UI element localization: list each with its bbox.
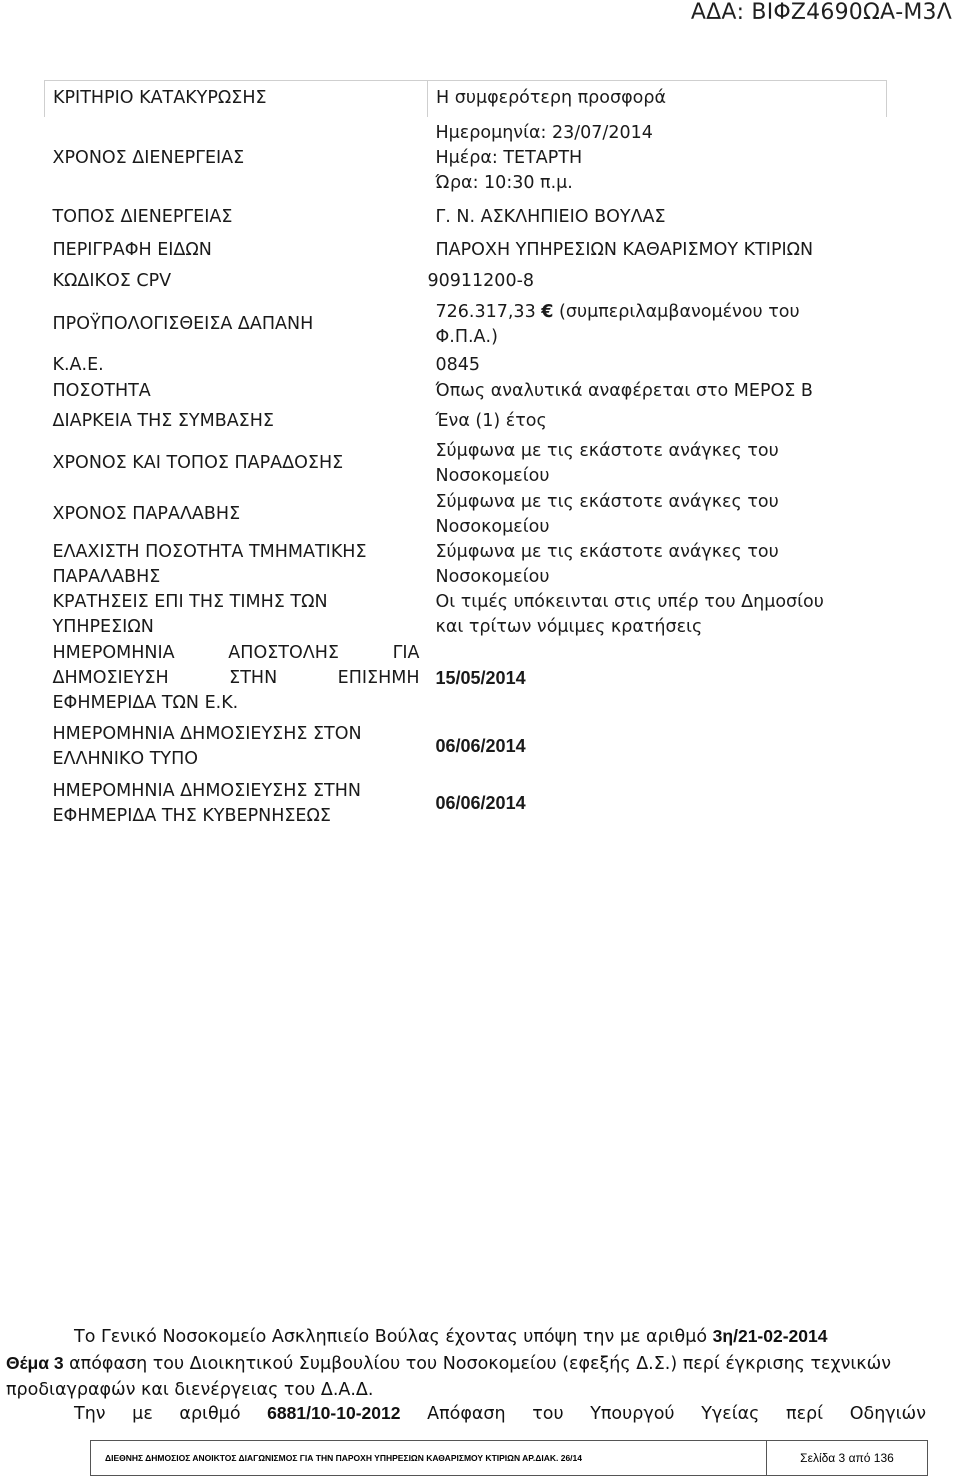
- row-kae: [45, 353, 887, 378]
- cpv-label: ΚΩΔΙΚΟΣ CPV: [52, 271, 172, 291]
- p1-decision-number: 3η/21-02-2014: [712, 1326, 828, 1346]
- send-date-label-line2: ΔΗΜΟΣΙΕΥΣΗ ΣΤΗΝ ΕΠΙΣΗΜΗ: [52, 668, 420, 688]
- body-paragraph-1: [6, 1323, 926, 1403]
- min-qty-label: [45, 540, 428, 590]
- time-date: Ημερομηνία: 23/07/2014: [435, 123, 653, 143]
- row-send-date: [45, 640, 887, 718]
- time-value: [428, 117, 887, 201]
- duration-value: Ένα (1) έτος: [435, 411, 547, 431]
- row-press-date: [45, 718, 887, 776]
- row-gov-date: [45, 776, 887, 832]
- withholdings-label-line1: ΚΡΑΤΗΣΕΙΣ ΕΠΙ ΤΗΣ ΤΙΜΗΣ ΤΩΝ: [52, 591, 328, 612]
- delivery-value-line2: Νοσοκομείου: [435, 465, 550, 486]
- gov-date-label-line2: ΕΦΗΜΕΡΙΔΑ ΤΗΣ ΚΥΒΕΡΝΗΣΕΩΣ: [52, 805, 331, 826]
- gov-date-label-line1: ΗΜΕΡΟΜΗΝΙΑ ΔΗΜΟΣΙΕΥΣΗΣ ΣΤΗΝ: [52, 780, 361, 801]
- row-withholdings: [45, 590, 887, 640]
- quantity-value: Όπως αναλυτικά αναφέρεται στο ΜΕΡΟΣ Β: [435, 381, 813, 401]
- delivery-label: ΧΡΟΝΟΣ ΚΑΙ ΤΟΠΟΣ ΠΑΡΑΔΟΣΗΣ: [52, 453, 344, 473]
- p2-text-c: Απόφαση του Υπουργού Υγείας περί Οδηγιών: [400, 1404, 926, 1424]
- min-qty-value-line1: Σύμφωνα με τις εκάστοτε ανάγκες του: [435, 541, 779, 562]
- footer-page-number: Σελίδα 3 από 136: [766, 1441, 927, 1475]
- withholdings-label-line2: ΥΠΗΡΕΣΙΩΝ: [52, 616, 154, 637]
- withholdings-value-line1: Οι τιμές υπόκεινται στις υπέρ του Δημοσίου: [435, 591, 824, 612]
- time-hour: Ώρα: 10:30 π.μ.: [435, 173, 573, 193]
- min-qty-label-line2: ΠΑΡΑΛΑΒΗΣ: [52, 566, 161, 587]
- send-date-label-line1: ΗΜΕΡΟΜΗΝΙΑ ΑΠΟΣΤΟΛΗΣ ΓΙΑ: [52, 643, 420, 663]
- row-min-qty: [45, 540, 887, 590]
- time-day: Ημέρα: ΤΕΤΑΡΤΗ: [435, 148, 583, 168]
- row-delivery: [45, 438, 887, 490]
- send-date-value: 15/05/2014: [435, 668, 526, 688]
- delivery-value: [428, 438, 887, 490]
- euro-icon: €: [541, 301, 554, 322]
- p1-text-d: απόφαση του Διοικητικού Συμβουλίου του Νοσοκομείου (εφεξής Δ.Σ.) περί έγκρισης τεχνικών προδιαγραφών και διενέργειας του Δ.Α.Δ.: [6, 1354, 892, 1400]
- withholdings-value-line2: και τρίτων νόμιμες κρατήσεις: [435, 616, 703, 637]
- receipt-value: [428, 490, 887, 540]
- cpv-value: 90911200-8: [427, 271, 535, 291]
- budget-label: ΠΡΟΫΠΟΛΟΓΙΣΘΕΙΣΑ ΔΑΠΑΝΗ: [52, 314, 314, 334]
- receipt-value-line2: Νοσοκομείου: [435, 516, 550, 537]
- gov-date-label: [45, 776, 428, 832]
- min-qty-label-line1: ΕΛΑΧΙΣΤΗ ΠΟΣΟΤΗΤΑ ΤΜΗΜΑΤΙΚΗΣ: [52, 541, 367, 562]
- press-date-label: [45, 718, 428, 776]
- budget-value: [428, 297, 887, 353]
- place-value: Γ. Ν. ΑΣΚΛΗΠΙΕΙΟ ΒΟΥΛΑΣ: [435, 207, 666, 227]
- p1-text-a: Το Γενικό Νοσοκομείο Ασκληπιείο Βούλας έχοντας υπόψη την με αριθμό: [74, 1327, 713, 1347]
- criterion-value: Η συμφερότερη προσφορά: [428, 81, 887, 117]
- duration-label: ΔΙΑΡΚΕΙΑ ΤΗΣ ΣΥΜΒΑΣΗΣ: [52, 411, 274, 431]
- press-date-label-line1: ΗΜΕΡΟΜΗΝΙΑ ΔΗΜΟΣΙΕΥΣΗΣ ΣΤΟΝ: [52, 723, 362, 744]
- budget-line2: Φ.Π.Α.): [435, 326, 498, 347]
- row-description: [45, 235, 887, 267]
- receipt-label: ΧΡΟΝΟΣ ΠΑΡΑΛΑΒΗΣ: [52, 504, 241, 524]
- press-date-value: 06/06/2014: [435, 736, 526, 756]
- row-receipt: [45, 490, 887, 540]
- description-value: ΠΑΡΟΧΗ ΥΠΗΡΕΣΙΩΝ ΚΑΘΑΡΙΣΜΟΥ ΚΤΙΡΙΩΝ: [435, 240, 814, 260]
- min-qty-value-line2: Νοσοκομείου: [435, 566, 550, 587]
- row-time: [45, 117, 887, 201]
- kae-value: 0845: [435, 354, 481, 375]
- budget-note: (συμπεριλαμβανομένου του: [559, 301, 800, 322]
- body-paragraph-2: [6, 1400, 926, 1427]
- row-duration: [45, 406, 887, 438]
- footer-title: ΔΙΕΘΝΗΣ ΔΗΜΟΣΙΟΣ ΑΝΟΙΚΤΟΣ ΔΙΑΓΩΝΙΣΜΟΣ ΓΙΑ ΤΗΝ ΠΑΡΟΧΗ ΥΠΗΡΕΣΙΩΝ ΚΑΘΑΡΙΣΜΟΥ ΚΤΙΡΙΩΝ ΑΡ.ΔΙΑΚ. 26/14: [105, 1453, 582, 1463]
- row-cpv: [45, 267, 887, 297]
- quantity-label: ΠΟΣΟΤΗΤΑ: [52, 381, 151, 401]
- send-date-label: [45, 640, 428, 718]
- row-place: [45, 201, 887, 235]
- send-date-label-line3: ΕΦΗΜΕΡΙΔΑ ΤΩΝ Ε.Κ.: [52, 693, 239, 713]
- criterion-label: ΚΡΙΤΗΡΙΟ ΚΑΤΑΚΥΡΩΣΗΣ: [45, 81, 428, 117]
- row-budget: [45, 297, 887, 353]
- gov-date-value: 06/06/2014: [435, 793, 526, 813]
- withholdings-label: [45, 590, 428, 640]
- press-date-label-line2: ΕΛΛΗΝΙΚΟ ΤΥΠΟ: [52, 748, 199, 769]
- kae-label: Κ.Α.Ε.: [52, 354, 104, 375]
- receipt-value-line1: Σύμφωνα με τις εκάστοτε ανάγκες του: [435, 491, 779, 512]
- p1-subject: Θέμα 3: [6, 1353, 64, 1373]
- row-criterion: [45, 81, 887, 117]
- description-label: ΠΕΡΙΓΡΑΦΗ ΕΙΔΩΝ: [52, 240, 212, 260]
- p2-decision-number: 6881/10-10-2012: [267, 1403, 401, 1423]
- min-qty-value: [428, 540, 887, 590]
- time-label: ΧΡΟΝΟΣ ΔΙΕΝΕΡΓΕΙΑΣ: [52, 148, 245, 168]
- withholdings-value: [428, 590, 887, 640]
- budget-line1: [436, 300, 879, 325]
- p2-text-a: Την με αριθμό: [74, 1404, 268, 1424]
- place-label: ΤΟΠΟΣ ΔΙΕΝΕΡΓΕΙΑΣ: [52, 207, 233, 227]
- budget-amount: 726.317,33: [435, 301, 536, 322]
- tender-summary-table: [44, 80, 887, 832]
- page-footer: [90, 1440, 928, 1476]
- delivery-value-line1: Σύμφωνα με τις εκάστοτε ανάγκες του: [435, 440, 779, 461]
- row-quantity: [45, 378, 887, 406]
- ada-code: ΑΔΑ: ΒΙΦΖ4690ΩΑ-Μ3Λ: [690, 0, 952, 25]
